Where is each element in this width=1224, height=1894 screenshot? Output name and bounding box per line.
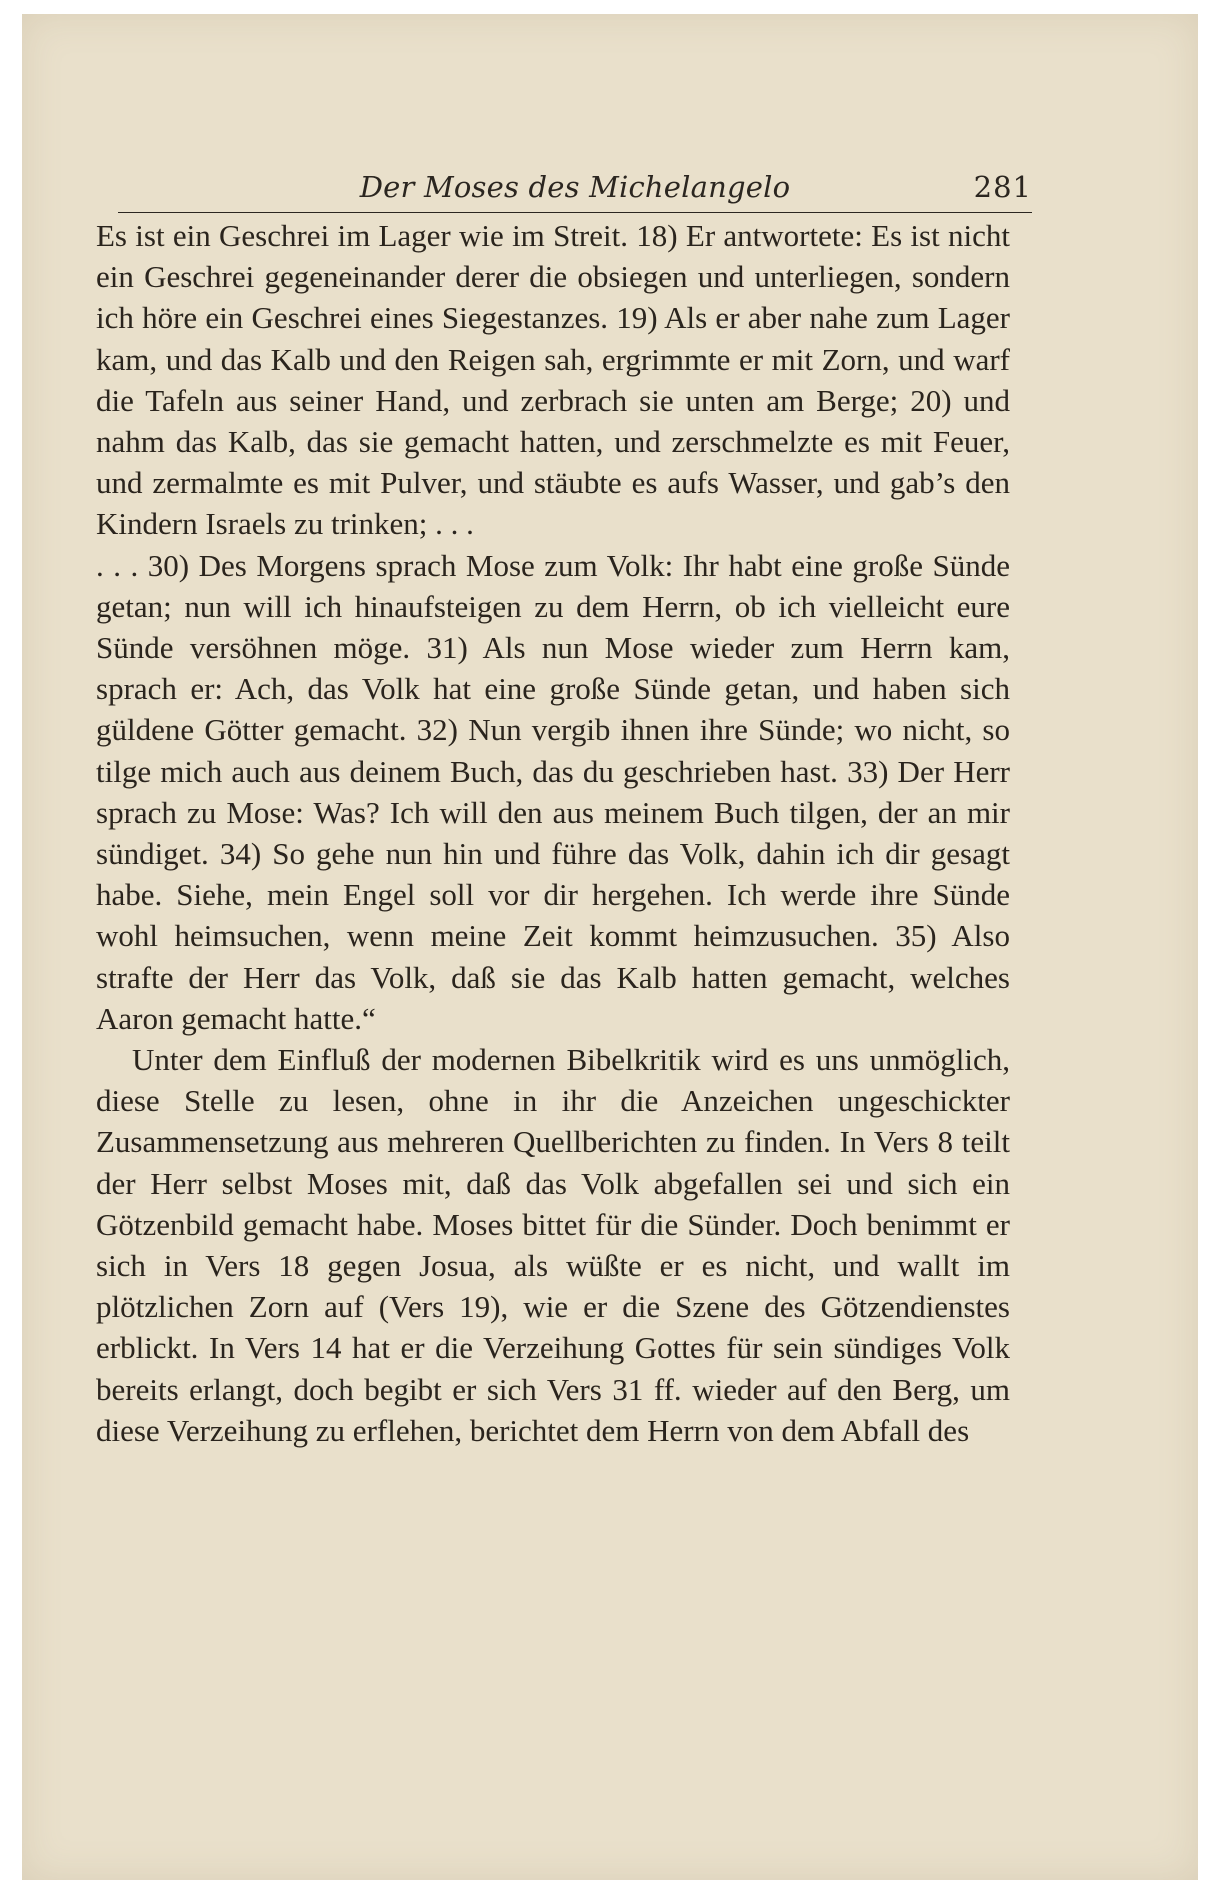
paragraph-quote-part-2: . . . 30) Des Morgens sprach Mose zum Volk: Ihr habt eine große Sünde getan; nun will ich hinaufsteigen zu dem Herrn, ob ich vielleicht eure Sünde versöhnen möge. 31) Als nun Mose wieder zum Herrn kam, sprach er: Ach, das Volk hat eine große Sünde getan, und haben sich güldene Götter gemacht. 32) Nun vergib ihnen ihre Sünde; wo nicht, so tilge mich auch aus deinem Buch, das du geschrieben hast. 33) Der Herr sprach zu Mose: Was? Ich will den aus meinem Buch tilgen, der an mir sündiget. 34) So gehe nun hin und führe das Volk, dahin ich dir gesagt habe. Siehe, mein Engel soll vor dir hergehen. Ich werde ihre Sünde wohl heimsuchen, wenn meine Zeit kommt heimzusuchen. 35) Also strafte der Herr das Volk, daß sie das Kalb hatten gemacht, welches Aaron gemacht hatte.“ xyxy=(96,547,1010,1036)
paragraph-commentary: Unter dem Einfluß der modernen Bibelkritik wird es uns unmöglich, diese Stelle zu lesen, ohne in ihr die Anzeichen ungeschickter Zusammensetzung aus mehreren Quellberichten zu finden. In Vers 8 teilt der Herr selbst Moses mit, daß das Volk abgefallen sei und sich ein Götzenbild gemacht habe. Moses bittet für die Sünder. Doch benimmt er sich in Vers 18 gegen Josua, als wüßte er es nicht, und wallt im plötzlichen Zorn auf (Vers 19), wie er die Szene des Götzendienstes erblickt. In Vers 14 hat er die Verzeihung Gottes für sein sündiges Volk bereits erlangt, doch begibt er sich Vers 31 ff. wieder auf den Berg, um diese Verzeihung zu erflehen, berichtet dem Herrn von dem Abfall des xyxy=(96,1042,1010,1448)
page-header xyxy=(118,164,1032,213)
page-number: 281 xyxy=(973,170,1032,204)
running-title: Der Moses des Michelangelo xyxy=(359,170,791,204)
body-text xyxy=(96,215,1010,1451)
paragraph-quote-part-1: Es ist ein Geschrei im Lager wie im Streit. 18) Er antwortete: Es ist nicht ein Geschrei gegeneinander derer die obsiegen und unterliegen, sondern ich höre ein Geschrei eines Siegestanzes. 19) Als er aber nahe zum Lager kam, und das Kalb und den Reigen sah, ergrimmte er mit Zorn, und warf die Tafeln aus seiner Hand, und zerbrach sie unten am Berge; 20) und nahm das Kalb, das sie gemacht hatten, und zerschmelzte es mit Feuer, und zermalmte es mit Pulver, und stäubte es aufs Wasser, und gab’s den Kindern Israels zu trinken; . . . xyxy=(96,218,1010,542)
